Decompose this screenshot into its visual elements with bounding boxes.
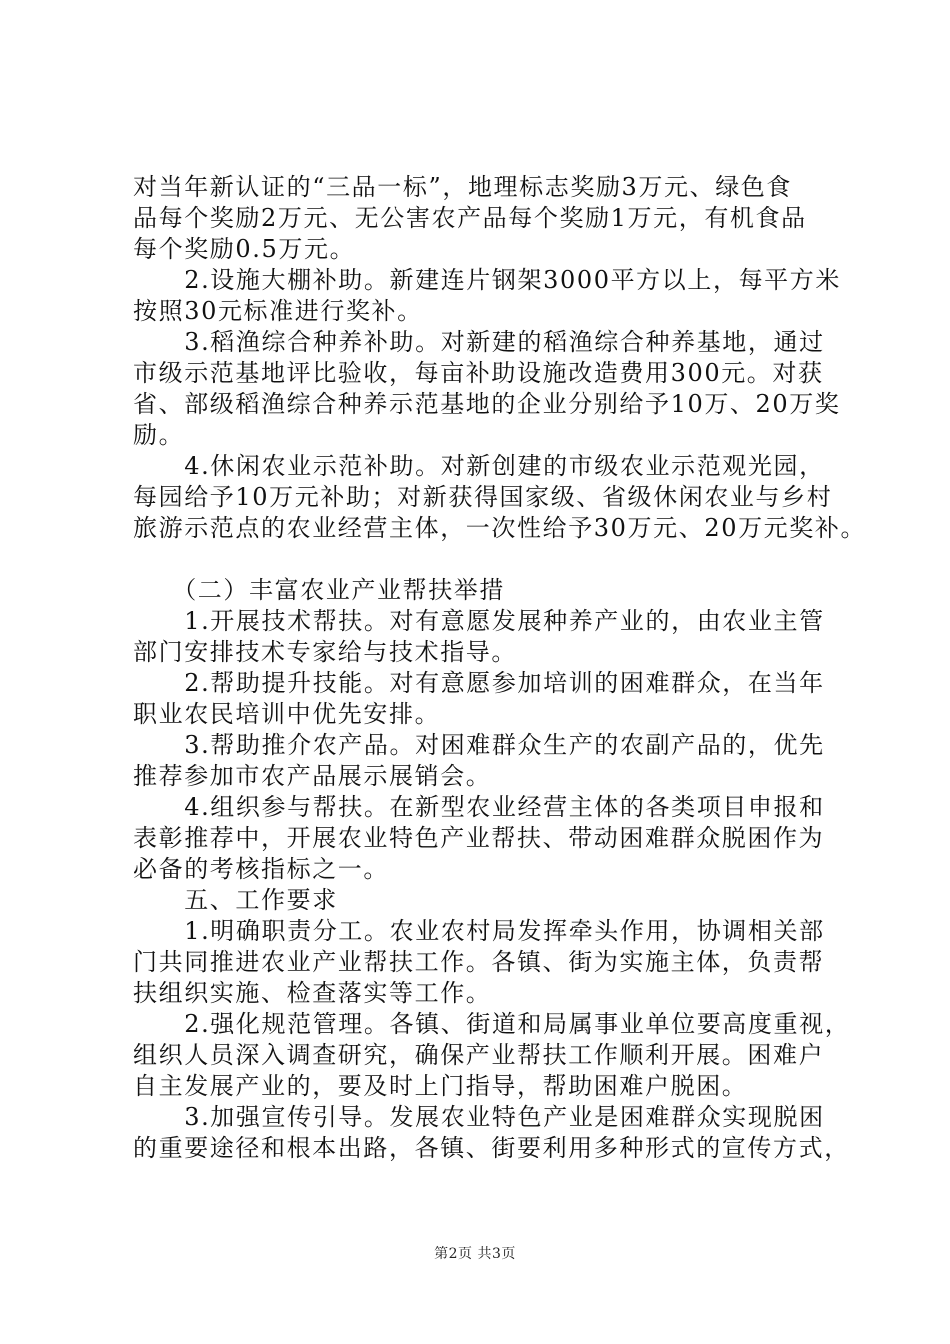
section-heading: （二）丰富农业产业帮扶举措: [133, 576, 505, 604]
text-line: 2.强化规范管理。各镇、街道和局属事业单位要高度重视，: [133, 1010, 851, 1038]
text-line: 职业农民培训中优先安排。: [133, 700, 441, 728]
document-body: [133, 172, 867, 1164]
text-line: 每个奖励0.5万元。: [133, 235, 356, 263]
text-line: 每园给予10万元补助；对新获得国家级、省级休闲农业与乡村: [133, 483, 833, 511]
text-line: 3.加强宣传引导。发展农业特色产业是困难群众实现脱困: [133, 1103, 825, 1131]
text-line: 2.帮助提升技能。对有意愿参加培训的困难群众，在当年: [133, 669, 825, 697]
text-line: 4.组织参与帮扶。在新型农业经营主体的各类项目申报和: [133, 793, 825, 821]
text-line: 对当年新认证的“三品一标”，地理标志奖励3万元、绿色食: [133, 173, 793, 201]
text-line: 必备的考核指标之一。: [133, 855, 389, 883]
text-line: 旅游示范点的农业经营主体，一次性给予30万元、20万元奖补。: [133, 514, 867, 542]
text-line: 部门安排技术专家给与技术指导。: [133, 638, 517, 666]
text-line: 3.帮助推介农产品。对困难群众生产的农副产品的，优先: [133, 731, 825, 759]
text-line: 1.明确职责分工。农业农村局发挥牵头作用，协调相关部: [133, 917, 825, 945]
text-line: 市级示范基地评比验收，每亩补助设施改造费用300元。对获: [133, 359, 824, 387]
text-line: 3.稻渔综合种养补助。对新建的稻渔综合种养基地，通过: [133, 328, 825, 356]
section-heading: 五、工作要求: [133, 886, 338, 914]
text-line: 门共同推进农业产业帮扶工作。各镇、街为实施主体，负责帮: [133, 948, 825, 976]
text-line: 4.休闲农业示范补助。对新创建的市级农业示范观光园，: [133, 452, 825, 480]
text-line: 组织人员深入调查研究，确保产业帮扶工作顺利开展。困难户: [133, 1041, 825, 1069]
page-number: 第2页 共3页: [434, 1246, 516, 1262]
text-line: 品每个奖励2万元、无公害农产品每个奖励1万元，有机食品: [133, 204, 807, 232]
text-line: 的重要途径和根本出路，各镇、街要利用多种形式的宣传方式，: [133, 1134, 850, 1162]
text-line: 扶组织实施、检查落实等工作。: [133, 979, 492, 1007]
text-line: 励。: [133, 421, 185, 449]
text-line: 1.开展技术帮扶。对有意愿发展种养产业的，由农业主管: [133, 607, 825, 635]
blank-line: [133, 544, 853, 575]
text-line: 推荐参加市农产品展示展销会。: [133, 762, 492, 790]
text-line: 2.设施大棚补助。新建连片钢架3000平方以上，每平方米: [133, 266, 841, 294]
text-line: 省、部级稻渔综合种养示范基地的企业分别给予10万、20万奖: [133, 390, 841, 418]
text-line: 按照30元标准进行奖补。: [133, 297, 423, 325]
text-line: 自主发展产业的，要及时上门指导，帮助困难户脱困。: [133, 1072, 748, 1100]
text-line: 表彰推荐中，开展农业特色产业帮扶、带动困难群众脱困作为: [133, 824, 825, 852]
